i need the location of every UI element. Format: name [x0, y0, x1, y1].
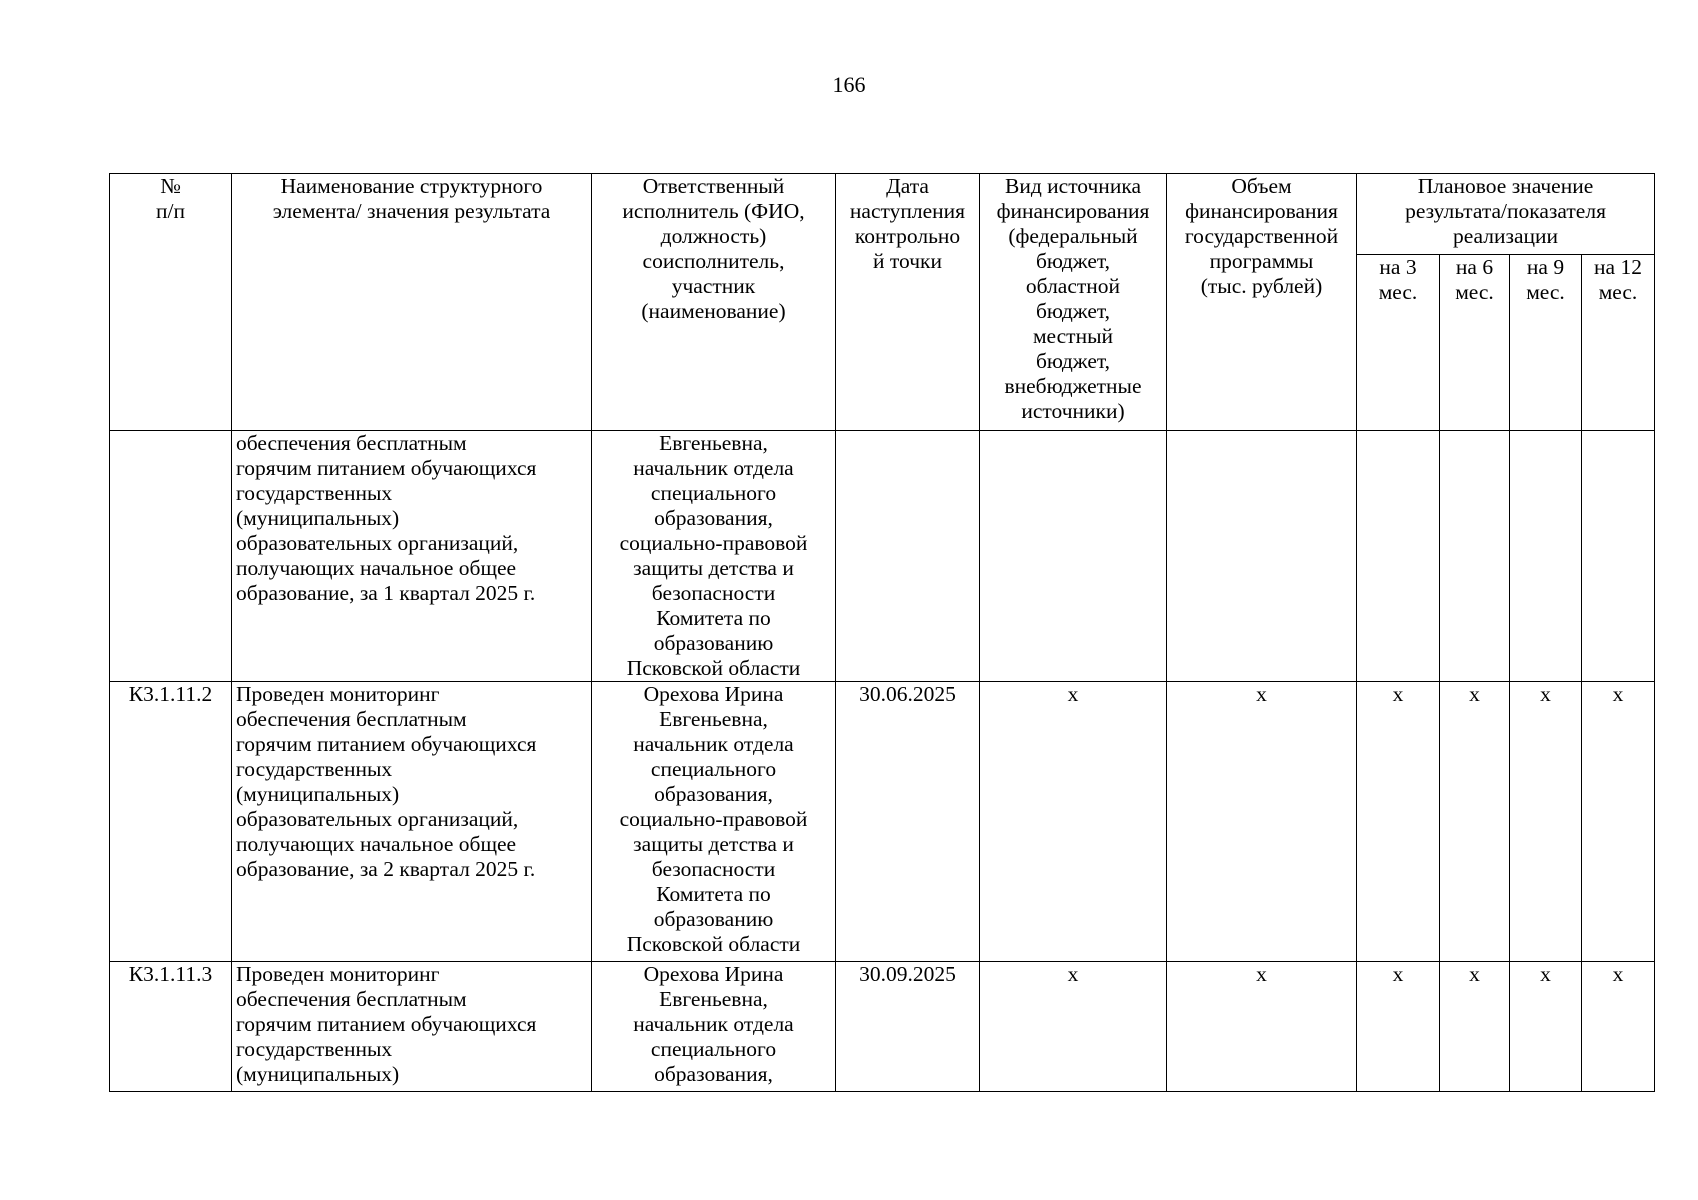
- row-responsible: Орехова Ирина Евгеньевна, начальник отдела специального образования,: [592, 962, 836, 1092]
- row-date: [836, 431, 980, 682]
- row-m6: х: [1440, 682, 1510, 962]
- row-m9: х: [1510, 962, 1582, 1092]
- row-num: К3.1.11.3: [110, 962, 232, 1092]
- row-volume: [1167, 431, 1357, 682]
- row-name: обеспечения бесплатным горячим питанием обучающихся государственных (муниципальных) образовательных организаций, получающих начальное общее образование, за 1 квартал 2025 г.: [232, 431, 592, 682]
- row-volume: х: [1167, 962, 1357, 1092]
- header-volume: Объем финансирования государственной программы (тыс. рублей): [1167, 174, 1357, 431]
- row-m3: [1357, 431, 1440, 682]
- row-source: х: [980, 682, 1167, 962]
- row-m12: [1582, 431, 1655, 682]
- row-m9: [1510, 431, 1582, 682]
- table-row: [110, 962, 1655, 1092]
- table-row: [110, 682, 1655, 962]
- header-period-12: на 12 мес.: [1582, 255, 1655, 431]
- header-period-6: на 6 мес.: [1440, 255, 1510, 431]
- row-m9: х: [1510, 682, 1582, 962]
- row-responsible: Евгеньевна, начальник отдела специального образования, социально-правовой защиты детства и безопасности Комитета по образованию Псковской области: [592, 431, 836, 682]
- row-m3: х: [1357, 962, 1440, 1092]
- row-date: 30.09.2025: [836, 962, 980, 1092]
- row-source: х: [980, 962, 1167, 1092]
- table-row: [110, 431, 1655, 682]
- row-m3: х: [1357, 682, 1440, 962]
- row-date: 30.06.2025: [836, 682, 980, 962]
- header-date: Дата наступления контрольно й точки: [836, 174, 980, 431]
- row-source: [980, 431, 1167, 682]
- header-period-9: на 9 мес.: [1510, 255, 1582, 431]
- row-name: Проведен мониторинг обеспечения бесплатным горячим питанием обучающихся государственных (муниципальных): [232, 962, 592, 1092]
- table-header-row: [110, 174, 1655, 255]
- row-num: [110, 431, 232, 682]
- row-responsible: Орехова Ирина Евгеньевна, начальник отдела специального образования, социально-правовой защиты детства и безопасности Комитета по образованию Псковской области: [592, 682, 836, 962]
- header-num: № п/п: [110, 174, 232, 431]
- row-m12: х: [1582, 962, 1655, 1092]
- header-planned: Плановое значение результата/показателя реализации: [1357, 174, 1655, 255]
- header-source: Вид источника финансирования (федеральный бюджет, областной бюджет, местный бюджет, внебюджетные источники): [980, 174, 1167, 431]
- header-name: Наименование структурного элемента/ значения результата: [232, 174, 592, 431]
- row-m12: х: [1582, 682, 1655, 962]
- row-m6: [1440, 431, 1510, 682]
- header-responsible: Ответственный исполнитель (ФИО, должность) соисполнитель, участник (наименование): [592, 174, 836, 431]
- row-volume: х: [1167, 682, 1357, 962]
- row-m6: х: [1440, 962, 1510, 1092]
- control-points-table: [109, 173, 1655, 1092]
- row-name: Проведен мониторинг обеспечения бесплатным горячим питанием обучающихся государственных (муниципальных) образовательных организаций, получающих начальное общее образование, за 2 квартал 2025 г.: [232, 682, 592, 962]
- page-number: 166: [832, 72, 866, 97]
- row-num: К3.1.11.2: [110, 682, 232, 962]
- header-period-3: на 3 мес.: [1357, 255, 1440, 431]
